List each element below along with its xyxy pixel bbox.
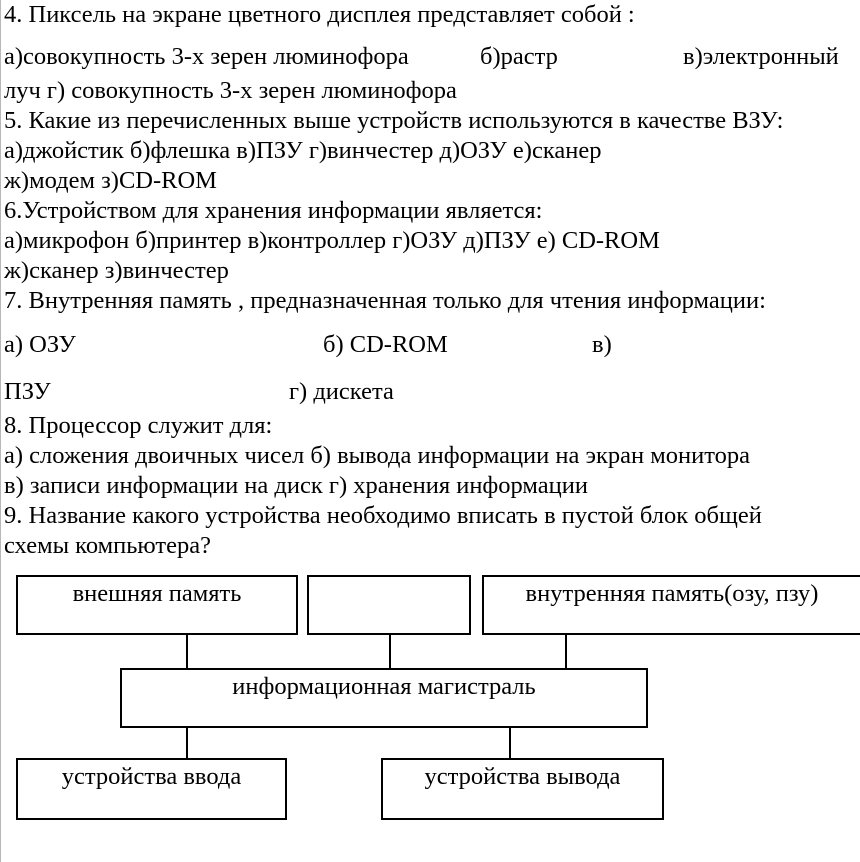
q7-option-g: г) дискета: [289, 378, 394, 405]
q6-question: 6.Устройством для хранения информации является:: [4, 197, 543, 224]
box-external-memory-label: внешняя память: [72, 580, 242, 607]
q9-question-line2: схемы компьютера?: [4, 532, 211, 559]
q7-option-v-answer: ПЗУ: [4, 378, 51, 405]
q6-options-line1: а)микрофон б)принтер в)контроллер г)ОЗУ д)ПЗУ е) CD-ROM: [4, 227, 660, 254]
box-information-bus-label: информационная магистраль: [232, 673, 536, 700]
q5-question: 5. Какие из перечисленных выше устройств используются в качестве ВЗУ:: [4, 107, 784, 134]
connector-blank-to-bus: [389, 633, 391, 670]
q4-option-v: в)электронный: [683, 43, 839, 70]
q7-option-b: б) CD-ROM: [323, 331, 448, 358]
box-external-memory: [16, 575, 298, 635]
q7-option-v: в): [592, 331, 612, 358]
q9-question-line1: 9. Название какого устройства необходимо вписать в пустой блок общей: [4, 502, 762, 529]
q8-options-line1: а) сложения двоичных чисел б) вывода информации на экран монитора: [4, 442, 751, 469]
box-blank: [307, 575, 471, 635]
box-output-devices: [381, 758, 664, 820]
box-internal-memory-label: внутренняя память(озу, пзу): [525, 580, 819, 607]
q6-options-line2: ж)сканер з)винчестер: [4, 257, 229, 284]
connector-internal-to-bus: [565, 633, 567, 670]
page-left-edge: [0, 0, 1, 862]
box-input-devices: [16, 758, 287, 820]
q4-option-b: б)растр: [480, 43, 558, 70]
q8-options-line2: в) записи информации на диск г) хранения информации: [4, 472, 588, 499]
box-input-devices-label: устройства ввода: [61, 763, 242, 790]
connector-bus-to-input: [186, 726, 188, 760]
q8-question: 8. Процессор служит для:: [4, 412, 273, 439]
q5-options-line1: а)джойстик б)флешка в)ПЗУ г)винчестер д)ОЗУ е)сканер: [4, 137, 602, 164]
box-internal-memory: [482, 575, 860, 635]
q5-options-line2: ж)модем з)CD-ROM: [4, 167, 217, 194]
q7-option-a: а) ОЗУ: [4, 331, 76, 358]
connector-bus-to-output: [509, 726, 511, 760]
q4-option-a: а)совокупность 3-х зерен люминофора: [4, 43, 409, 70]
q7-question: 7. Внутренняя память , предназначенная только для чтения информации:: [4, 287, 766, 314]
box-output-devices-label: устройства вывода: [424, 763, 621, 790]
q4-question: 4. Пиксель на экране цветного дисплея представляет собой :: [4, 1, 635, 28]
box-information-bus: [120, 668, 648, 728]
connector-external-to-bus: [186, 633, 188, 670]
q4-line3: луч г) совокупность 3-х зерен люминофора: [4, 77, 457, 104]
